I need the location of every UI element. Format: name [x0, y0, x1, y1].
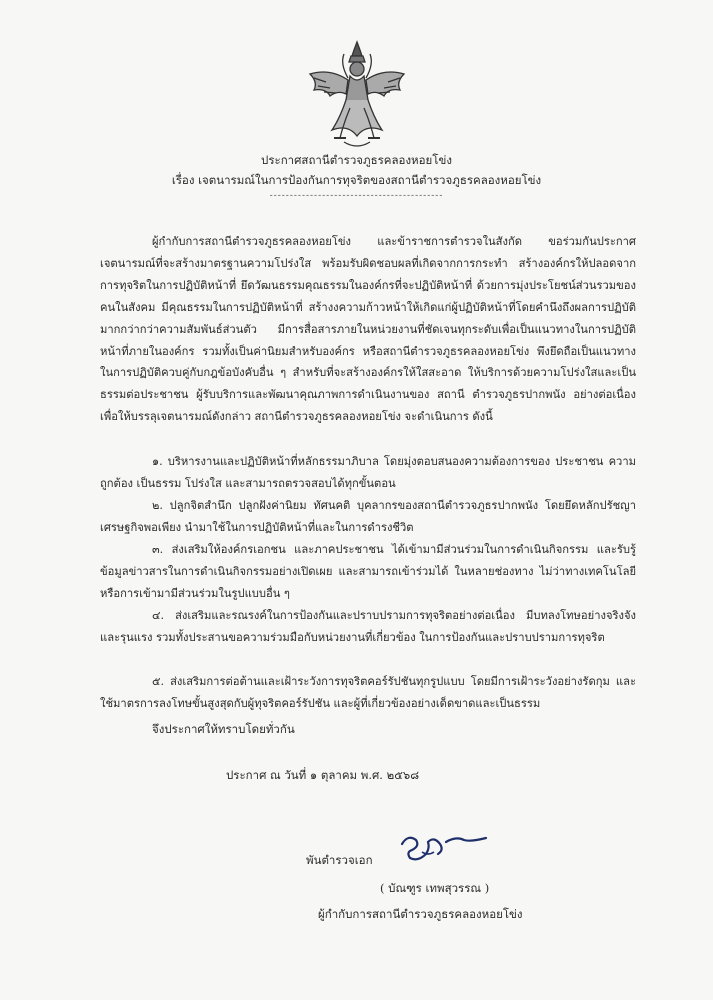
announcement-subject: เรื่อง เจตนารมณ์ในการป้องกันการทุจริตของสถานีตำรวจภูธรคลองหอยโข่ง	[171, 173, 542, 187]
list-item-wrapper	[100, 605, 636, 649]
list-item-wrapper	[100, 671, 636, 715]
list-item: ๕. ส่งเสริมการต่อต้านและเฝ้าระวังการทุจริตคอร์รัปชันทุกรูปแบบ โดยมีการเฝ้าระวังอย่างรัดกุม และใช้มาตรการลงโทษขั้นสูงสุดกับผู้ทุจริตคอร์รัปชัน และผู้ที่เกี่ยวข้องอย่างเด็ดขาดและเป็นธรรม	[100, 675, 636, 710]
signer-name: ( บัณฑูร เทพสุวรรณ )	[380, 881, 490, 895]
announcement-title: ประกาศสถานีตำรวจภูธรคลองหอยโข่ง	[261, 153, 452, 167]
list-item: ๒. ปลูกจิตสำนึก ปลูกฝังค่านิยม ทัศนคติ บุคลากรของสถานีตำรวจภูธรปากพนัง โดยยึดหลักปรัชญาเศรษฐกิจพอเพียง นำมาใช้ในการปฏิบัติหน้าที่และในการดำรงชีวิต	[100, 499, 636, 534]
item-list	[100, 451, 636, 495]
intro-paragraph-block	[100, 231, 636, 428]
list-item: ๔. ส่งเสริมและรณรงค์ในการป้องกันและปราบปรามการทุจริตอย่างต่อเนื่อง มีบทลงโทษอย่างจริงจังและรุนแรง รวมทั้งประสานขอความร่วมมือกับหน่วยงานที่เกี่ยวข้อง ในการป้องกันและปราบปรามการทุจริต	[100, 609, 636, 644]
garuda-emblem	[300, 38, 415, 153]
closing-statement: จึงประกาศให้ทราบโดยทั่วกัน	[152, 722, 295, 736]
intro-paragraph: ผู้กำกับการสถานีตำรวจภูธรคลองหอยโข่ง และข้าราชการตำรวจในสังกัด ขอร่วมกันประกาศเจตนารมณ์ที่จะสร้างมาตรฐานความโปร่งใส พร้อมรับผิดชอบผลที่เกิดจากการกระทำ สร้างองค์กรให้ปลอดจากการทุจริตในการปฏิบัติหน้าที่ ยึดวัฒนธรรมคุณธรรมในองค์กรที่จะปฏิบัติหน้าที่ ด้วยการมุ่งประโยชน์ส่วนรวมของคนในสังคม มีคุณธรรมในการปฏิบัติหน้าที่ สร้างงความก้าวหน้าให้เกิดแก่ผู้ปฏิบัติหน้าที่โดยคำนึงถึงผลการปฏิบัติ มากกว่ากว่าความสัมพันธ์ส่วนตัว มีการสื่อสารภายในหน่วยงานที่ชัดเจนทุกระดับเพื่อเป็นแนวทางในการปฏิบัติหน้าที่ภายในองค์กร รวมทั้งเป็นค่านิยมสำหรับองค์กร หรือสถานีตำรวจภูธรคลองหอยโข่ง พึงยึดถือเป็นแนวทางในการปฏิบัติควบคู่กับกฎข้อบังคับอื่น ๆ สำหรับที่จะสร้างองค์กรให้ใสสะอาด ให้บริการด้วยความโปร่งใสและเป็นธรรมต่อประชาชน ผู้รับบริการและพัฒนาคุณภาพการดำเนินงานของ สถานี ตำรวจภูธรปากพนัง อย่างต่อเนื่อง เพื่อให้บรรลุเจตนารมณ์ดังกล่าว สถานีตำรวจภูธรคลองหอยโข่ง จะดำเนินการ ดังนี้	[100, 235, 636, 424]
list-item-wrapper	[100, 539, 636, 605]
title-divider: -------------------------------------------	[269, 191, 444, 201]
signer-position: ผู้กำกับการสถานีตำรวจภูธรคลองหอยโข่ง	[318, 907, 523, 921]
list-item: ๓. ส่งเสริมให้องค์กรเอกชน และภาคประชาชน ได้เข้ามามีส่วนร่วมในการดำเนินกิจกรรม และรับรู้ ข้อมูลข่าวสารในการดำเนินกิจกรรมอย่างเปิดเผย และสามารถเข้าร่วมได้ ในหลายช่องทาง ไม่ว่าทางเทคโนโลยี หรือการเข้ามามีส่วนร่วมในรูปแบบอื่น ๆ	[100, 543, 636, 600]
signer-rank: พันตำรวจเอก	[306, 853, 373, 867]
list-item-wrapper	[100, 495, 636, 539]
date-line: ประกาศ ณ วันที่ ๑ ตุลาคม พ.ศ. ๒๕๖๘	[226, 768, 420, 782]
list-item: ๑. บริหารงานและปฏิบัติหน้าที่หลักธรรมาภิบาล โดยมุ่งตอบสนองความต้องการของ ประชาชน ความถูกต้อง เป็นธรรม โปร่งใส และสามารถตรวจสอบได้ทุกขั้นตอน	[100, 455, 636, 490]
handwritten-signature	[398, 828, 490, 866]
